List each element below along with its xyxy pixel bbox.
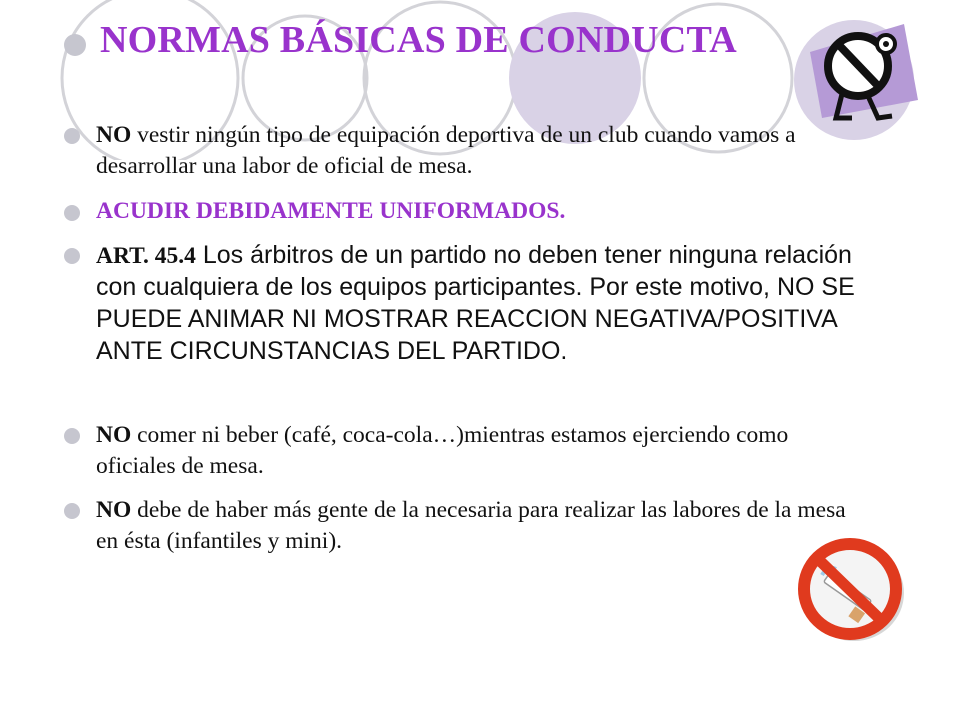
no-smoking-icon [796,535,908,645]
list-item-art-45-4 [96,240,856,368]
list-item-comer [96,420,856,482]
prohibited-figure-icon [808,22,924,122]
item-text: vestir ningún tipo de equipación deportiva de un club cuando vamos a desarrollar una labor de oficial de mesa. [96,122,796,179]
list-bullet [64,248,80,264]
item-text: Los árbitros de un partido no deben tener ninguna relación con cualquiera de los equipos participantes. Por este motivo, NO SE PUEDE ANIMAR NI MOSTRAR REACCION NEGATIVA/POSITIVA ANTE CIRCUNSTANCIAS DEL PARTIDO. [96,241,855,365]
item-lead: ART. 45.4 [96,243,196,269]
list-bullet [64,428,80,444]
list-bullet [64,205,80,221]
page-title: NORMAS BÁSICAS DE CONDUCTA [100,19,737,61]
title-bullet [64,34,86,56]
list-bullet [64,128,80,144]
item-lead: NO [96,422,132,448]
list-item-vestir [96,120,856,182]
item-text: comer ni beber (café, coca-cola…)mientras estamos ejerciendo como oficiales de mesa. [96,422,789,479]
item-text: debe de haber más gente de la necesaria para realizar las labores de la mesa en ésta (infantiles y mini). [96,497,846,554]
list-item-uniformados: ACUDIR DEBIDAMENTE UNIFORMADOS. [96,198,566,224]
item-lead: NO [96,122,132,148]
list-bullet [64,503,80,519]
list-item-gente [96,495,856,557]
item-lead: NO [96,497,132,523]
